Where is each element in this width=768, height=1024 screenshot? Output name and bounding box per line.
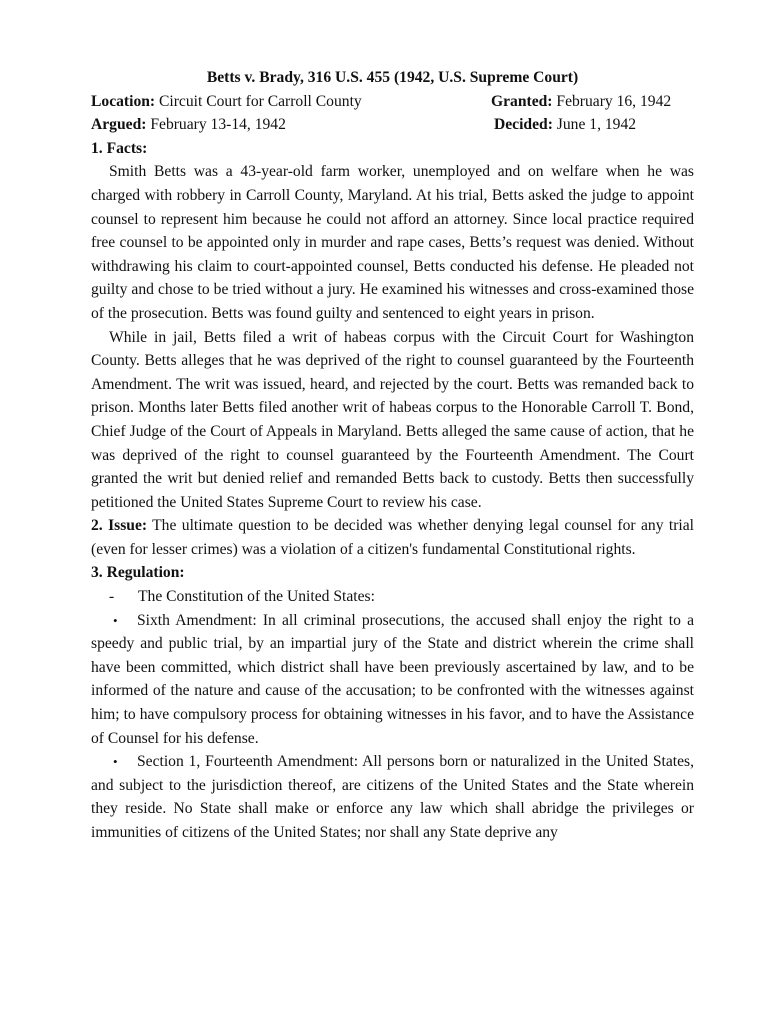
argued-field [91, 113, 491, 137]
granted-value: February 16, 1942 [552, 92, 672, 110]
location-label: Location: [91, 92, 156, 110]
case-title: Betts v. Brady, 316 U.S. 455 (1942, U.S. Supreme Court) [206, 69, 579, 86]
decided-field [491, 113, 694, 137]
granted-field [491, 90, 694, 114]
facts-paragraph-2: While in jail, Betts filed a writ of habeas corpus with the Circuit Court for Washington County. Betts alleges that he was deprived of the right to counsel guaranteed by the Fourteenth Amendment. The writ was issued, heard, and rejected by the court. Betts was remanded back to prison. Months later Betts filed another writ of habeas corpus to the Honorable Carroll T. Bond, Chief Judge of the Court of Appeals in Maryland. Betts alleged the same cause of action, that he was deprived of the right to counsel guaranteed by the Fourteenth Amendment. The Court granted the writ but denied relief and remanded Betts back to custody. Betts then successfully petitioned the United States Supreme Court to review his case. [91, 328, 694, 511]
issue-text: The ultimate question to be decided was whether denying legal counsel for any trial (even for lesser crimes) was a violation of a citizen's fundamental Constitutional rights. [91, 517, 694, 558]
argued-value: February 13-14, 1942 [146, 116, 286, 134]
issue-section [91, 514, 694, 561]
facts-paragraph-1: Smith Betts was a 43-year-old farm worker, unemployed and on welfare when he was charged with robbery in Carroll County, Maryland. At his trial, Betts asked the judge to appoint counsel to represent him because he could not afford an attorney. Since local practice required free counsel to be appointed only in murder and rape cases, Betts’s request was denied. Without withdrawing his claim to court-appointed counsel, Betts conducted his defense. He pleaded not guilty and chose to be tried without a jury. He examined his witnesses and cross-examined those of the prosecution. Betts was found guilty and sentenced to eight years in prison. [91, 163, 694, 322]
location-field [91, 90, 491, 114]
regulation-heading: 3. Regulation: [91, 564, 185, 582]
bullet-icon: • [113, 754, 118, 770]
decided-label: Decided: [494, 116, 553, 134]
fourteenth-amendment-text: Section 1, Fourteenth Amendment: All persons born or naturalized in the United States, and subject to the jurisdiction thereof, are citizens of the United States and the State wherein they reside. No State shall make or enforce any law which shall abridge the privileges or immunities of citizens of the United States; nor shall any State deprive any [91, 753, 694, 841]
constitution-list-item [91, 585, 694, 609]
meta-row-location [91, 90, 694, 114]
issue-heading: 2. Issue: [91, 517, 148, 535]
granted-label: Granted: [491, 92, 553, 110]
dash-marker: - [109, 588, 115, 606]
location-value: Circuit Court for Carroll County [155, 92, 362, 110]
decided-value: June 1, 1942 [552, 116, 637, 134]
constitution-label: The Constitution of the United States: [138, 588, 375, 606]
facts-heading: 1. Facts: [91, 139, 148, 157]
fourteenth-amendment-item [91, 750, 694, 844]
bullet-icon: • [113, 612, 118, 628]
argued-label: Argued: [91, 116, 147, 134]
sixth-amendment-text: Sixth Amendment: In all criminal prosecutions, the accused shall enjoy the right to a speedy and public trial, by an impartial jury of the State and district wherein the crime shall have been committed, which district shall have been previously ascertained by law, and to be informed of the nature and cause of the accusation; to be confronted with the witnesses against him; to have compulsory process for obtaining witnesses in his favor, and to have the Assistance of Counsel for his defense. [91, 611, 694, 747]
document-page [91, 66, 694, 845]
sixth-amendment-item [91, 609, 694, 751]
meta-row-argued [91, 113, 694, 137]
